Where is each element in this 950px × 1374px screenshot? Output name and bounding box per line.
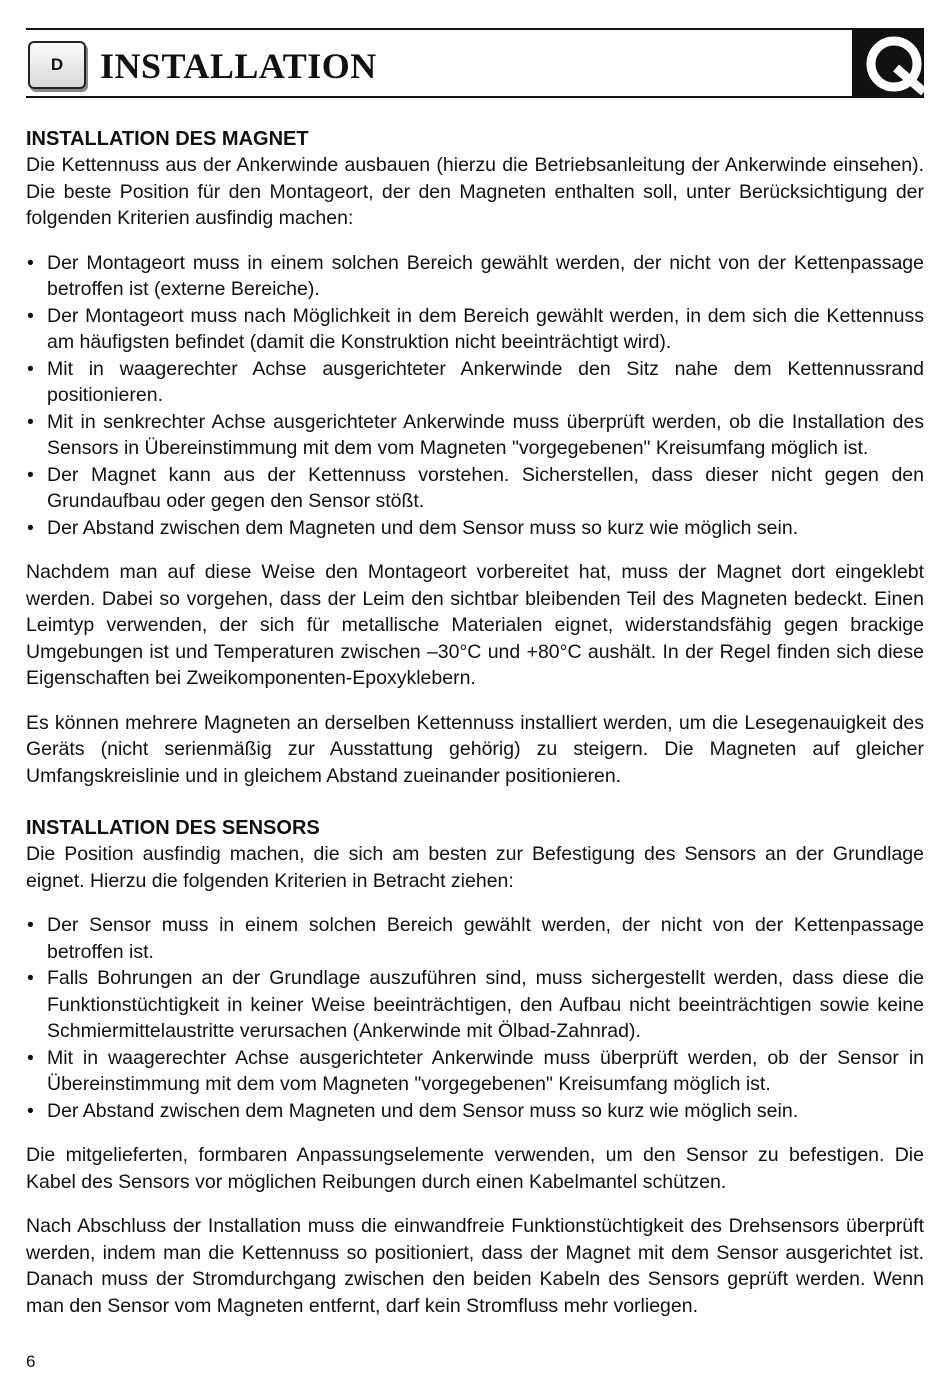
section-heading: INSTALLATION DES SENSORS (26, 817, 320, 839)
page-number: 6 (26, 1352, 36, 1371)
page-header (26, 28, 924, 98)
list-item: • Falls Bohrungen an der Grundlage auszuführen sind, muss sichergestellt werden, dass diese die Funktionstüchtigkeit in keiner Weise beeinträchtigen, den Aufbau nicht beeinträchtigen sowie keine Schmiermittelaustritte verursachen (Ankerwinde mit Ölbad-Zahnrad). (26, 965, 924, 1045)
section-intro: Die Kettennuss aus der Ankerwinde ausbauen (hierzu die Betriebsanleitung der Ankerwinde einsehen). Die beste Position für den Montageort, der den Magneten enthalten soll, unter Berücksichtigung der folgenden Kriterien ausfindig machen: (26, 154, 924, 229)
list-item: • Mit in waagerechter Achse ausgerichteter Ankerwinde muss überprüft werden, ob der Sensor in Übereinstimmung mit dem vom Magneten "vorgegebenen" Kreisumfang möglich ist. (26, 1045, 924, 1098)
list-item: • Mit in senkrechter Achse ausgerichteter Ankerwinde muss überprüft werden, ob die Installation des Sensors in Übereinstimmung mit dem vom Magneten "vorgegebenen" Kreisumfang möglich ist. (26, 409, 924, 462)
section-magnet-installation (26, 126, 924, 789)
header-bottom-rule (26, 96, 924, 98)
body-paragraph: Nach Abschluss der Installation muss die einwandfreie Funktionstüchtigkeit des Drehsensors überprüft werden, indem man die Kettennuss so positioniert, dass der Magnet mit dem Sensor ausgerichtet ist. Danach muss der Stromdurchgang zwischen den beiden Kabeln des Sensors geprüft werden. Wenn man den Sensor vom Magneten entfernt, darf kein Stromfluss mehr vorliegen. (26, 1215, 924, 1317)
list-item: • Mit in waagerechter Achse ausgerichteter Ankerwinde den Sitz nahe dem Kettennussrand positionieren. (26, 356, 924, 409)
section-sensor-installation (26, 815, 924, 1319)
body-paragraph: Die mitgelieferten, formbaren Anpassungselemente verwenden, um den Sensor zu befestigen. Die Kabel des Sensors vor möglichen Reibungen durch einen Kabelmantel schützen. (26, 1144, 924, 1193)
list-item: • Der Abstand zwischen dem Magneten und dem Sensor muss so kurz wie möglich sein. (26, 1098, 924, 1125)
header-top-rule (26, 28, 852, 30)
q-logo-icon (852, 28, 924, 98)
list-item: • Der Montageort muss nach Möglichkeit in dem Bereich gewählt werden, in dem sich die Kettennuss am häufigsten befindet (damit die Konstruktion nicht beeinträchtigt wird). (26, 303, 924, 356)
criteria-list (26, 912, 924, 1124)
document-body (26, 126, 924, 1319)
language-badge (28, 41, 86, 89)
section-heading: INSTALLATION DES MAGNET (26, 128, 309, 150)
list-item: • Der Abstand zwischen dem Magneten und dem Sensor muss so kurz wie möglich sein. (26, 515, 924, 542)
list-item: • Der Montageort muss in einem solchen Bereich gewählt werden, der nicht von der Kettenpassage betroffen ist (externe Bereiche). (26, 250, 924, 303)
list-item: • Der Magnet kann aus der Kettennuss vorstehen. Sicherstellen, dass dieser nicht gegen den Grundaufbau oder gegen den Sensor stößt. (26, 462, 924, 515)
list-item: • Der Sensor muss in einem solchen Bereich gewählt werden, der nicht von der Kettenpassage betroffen ist. (26, 912, 924, 965)
page-title: INSTALLATION (100, 46, 377, 86)
body-paragraph: Es können mehrere Magneten an derselben Kettennuss installiert werden, um die Lesegenauigkeit des Geräts (nicht serienmäßig zur Ausstattung gehörig) zu steigern. Die Magneten auf gleicher Umfangskreislinie und in gleichem Abstand zueinander positionieren. (26, 711, 924, 787)
criteria-list (26, 250, 924, 542)
section-intro: Die Position ausfindig machen, die sich am besten zur Befestigung des Sensors an der Grundlage eignet. Hierzu die folgenden Kriterien in Betracht ziehen: (26, 843, 924, 892)
language-badge-label: D (50, 55, 64, 74)
body-paragraph: Nachdem man auf diese Weise den Montageort vorbereitet hat, muss der Magnet dort eingeklebt werden. Dabei so vorgehen, dass der Leim den sichtbar bleibenden Teil des Magneten bedeckt. Einen Leimtyp verwenden, der sich für metallische Materialen eignet, widerstandsfähig gegen brackige Umgebungen ist und Temperaturen zwischen –30°C und +80°C aushält. In der Regel finden sich diese Eigenschaften bei Zweikomponenten-Epoxyklebern. (26, 561, 924, 689)
